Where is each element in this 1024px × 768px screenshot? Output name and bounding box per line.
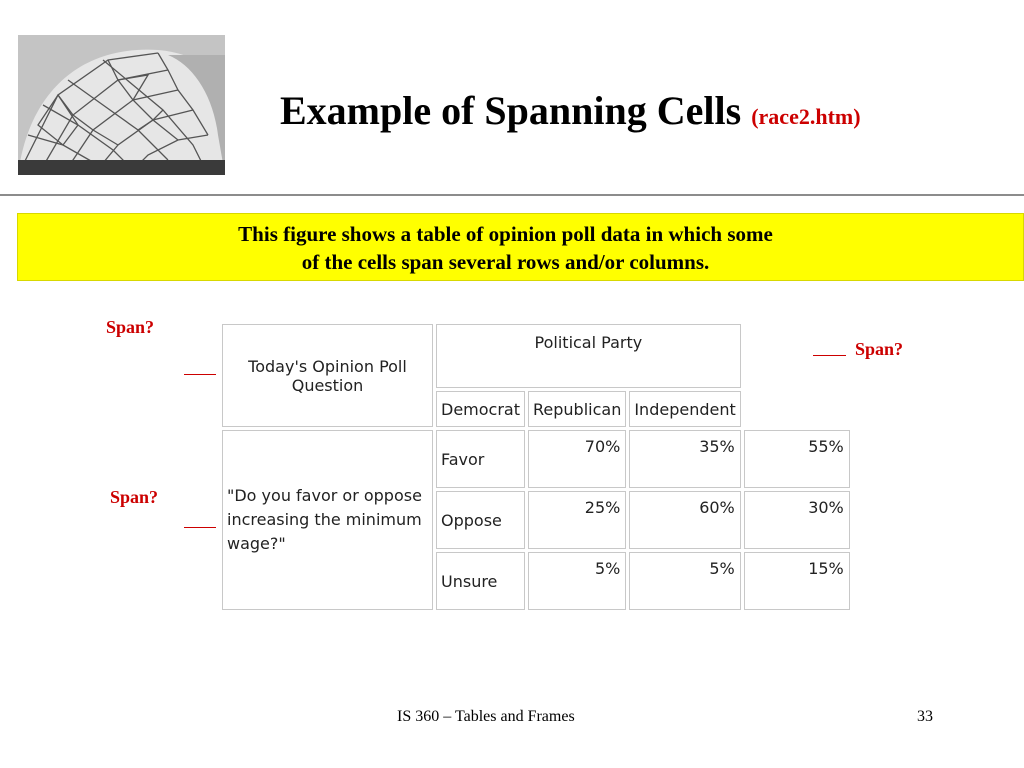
value-cell: 70% [528, 430, 626, 488]
geodesic-dome-image [18, 35, 225, 175]
value-cell: 60% [629, 491, 740, 549]
span-label-top-right: Span? [855, 339, 904, 359]
title-main: Example of Spanning Cells [280, 88, 742, 133]
title-divider [0, 194, 1024, 196]
span-blank-top-left [184, 374, 216, 375]
value-cell: 5% [528, 552, 626, 610]
title-filename: (race2.htm) [751, 104, 861, 129]
response-label-favor: Favor [436, 430, 525, 488]
span-blank-bottom-left [184, 527, 216, 528]
response-label-unsure: Unsure [436, 552, 525, 610]
opinion-poll-table [219, 321, 853, 613]
banner-line-2: of the cells span several rows and/or columns. [301, 250, 710, 274]
party-header-cell: Political Party [436, 324, 741, 388]
value-cell: 55% [744, 430, 850, 488]
table-row [222, 430, 850, 488]
footer-course: IS 360 – Tables and Frames [397, 708, 575, 725]
value-cell: 30% [744, 491, 850, 549]
value-cell: 15% [744, 552, 850, 610]
question-text-cell: "Do you favor or oppose increasing the minimum wage?" [222, 430, 433, 610]
slide-title [280, 86, 861, 142]
column-header-republican: Republican [528, 391, 626, 427]
response-label-oppose: Oppose [436, 491, 525, 549]
banner-line-1: This figure shows a table of opinion poll data in which some [238, 222, 773, 246]
caption-banner [17, 213, 1024, 281]
value-cell: 5% [629, 552, 740, 610]
page-number: 33 [917, 708, 933, 725]
column-header-independent: Independent [629, 391, 740, 427]
span-label-bottom-left: Span? [110, 487, 159, 507]
table-row [222, 324, 850, 388]
span-label-top-left: Span? [106, 317, 155, 337]
value-cell: 25% [528, 491, 626, 549]
column-header-democrat: Democrat [436, 391, 525, 427]
question-header-cell: Today's Opinion Poll Question [222, 324, 433, 427]
value-cell: 35% [629, 430, 740, 488]
